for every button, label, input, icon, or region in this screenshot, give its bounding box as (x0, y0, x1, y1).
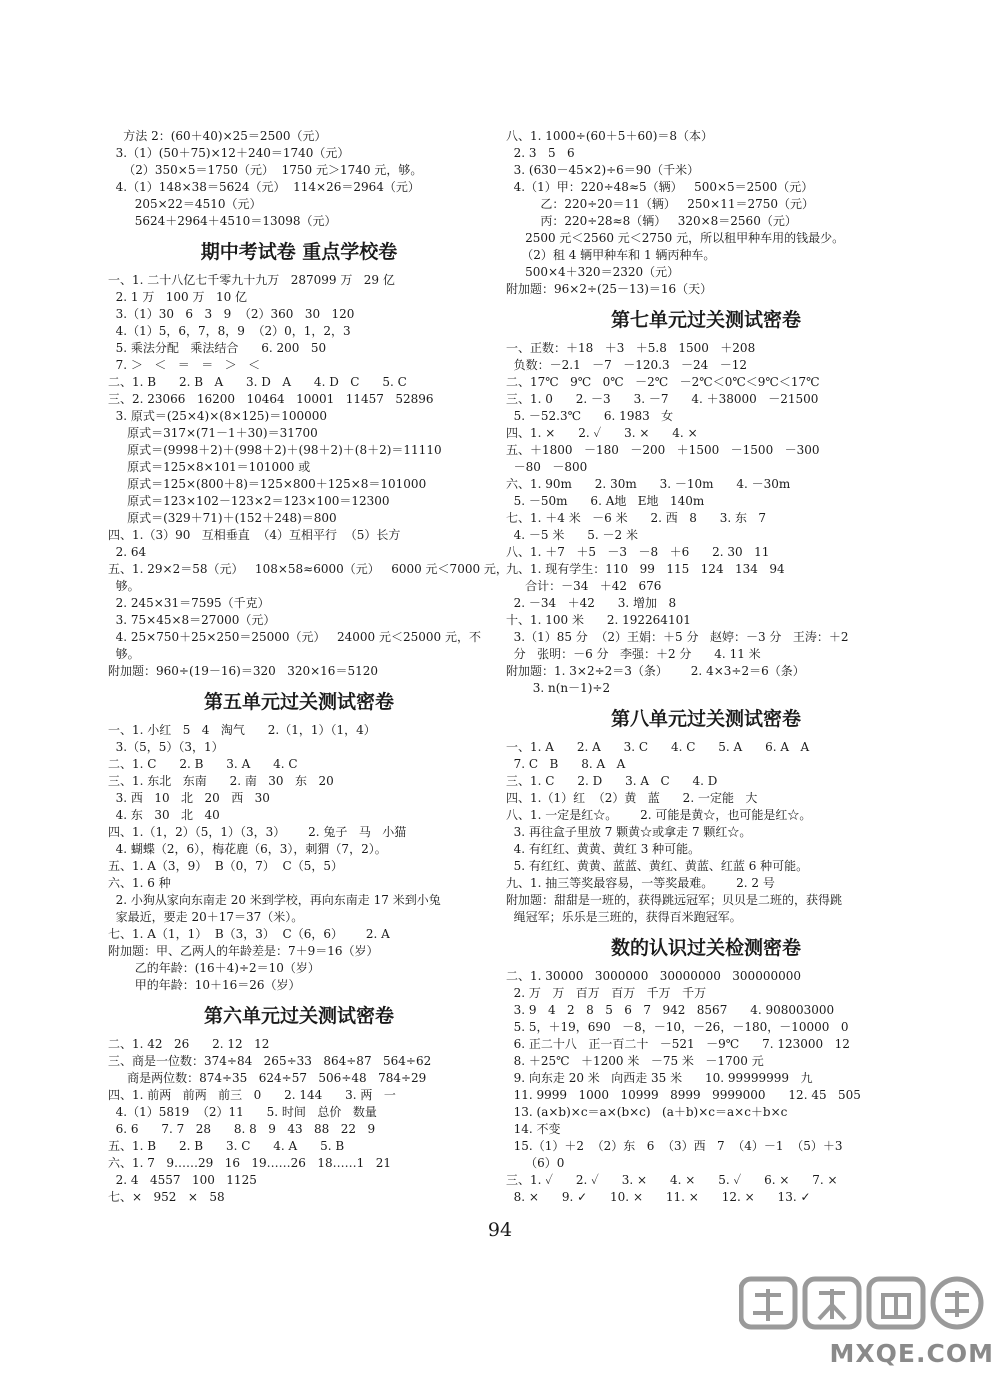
answer-line: 3.（1）30 6 3 9 （2）360 30 120 (108, 307, 355, 321)
answer-line: 4. 有红红、黄黄、黄红 3 种可能。 (506, 842, 701, 856)
answer-line: 一、1. 小红 5 4 淘气 2.（1，1）（1，4） (108, 723, 376, 737)
answer-line: 5. 有红红、黄黄、蓝蓝、黄红、黄蓝、红蓝 6 种可能。 (506, 859, 809, 873)
answer-line: 一、1. A 2. A 3. C 4. C 5. A 6. A A (506, 740, 810, 754)
answer-line: 附加题：1. 3×2÷2＝3（条） 2. 4×3÷2＝6（条） (506, 664, 805, 678)
answer-line: 原式＝125×8×101＝101000 或 (108, 460, 311, 474)
answer-line: 3.（5，5）（3，1） (108, 740, 224, 754)
answer-line: 3. 75×45×8＝27000（元） (108, 613, 276, 627)
answer-line: 负数：－2.1 －7 －120.3 －24 －12 (506, 358, 748, 372)
answer-line: 绳冠军；乐乐是三班的，获得百米跑冠军。 (506, 910, 742, 924)
answer-line: 14. 不变 (506, 1122, 561, 1136)
answer-line: 500×4＋320＝2320（元） (506, 265, 680, 279)
answer-line: 四、1.（1）红 （2）黄 蓝 2. 一定能 大 (506, 791, 758, 805)
answer-line: 商是两位数：874÷35 624÷57 506÷48 784÷29 (108, 1071, 427, 1085)
answer-line: 15.（1）＋2 （2）东 6 （3）西 7 （4）－1 （5）＋3 (506, 1139, 843, 1153)
answer-line: 九、1. 抽三等奖最容易，一等奖最难。 2. 2 号 (506, 876, 775, 890)
answer-line: 五、1. 29×2＝58（元） 108×58≈6000（元） 6000 元＜7000 元， (108, 562, 508, 576)
answer-line: 3. 原式＝(25×4)×(8×125)＝100000 (108, 409, 328, 423)
watermark-url: MXQE.COM (829, 1339, 994, 1368)
answer-line: 4.（1）5，6，7，8，9 （2）0，1，2，3 (108, 324, 351, 338)
answer-line: 二、1. 42 26 2. 12 12 (108, 1037, 270, 1051)
section-title: 第八单元过关测试密卷 (610, 708, 801, 730)
answer-line: 二、1. 30000 3000000 30000000 300000000 (506, 969, 802, 983)
answer-line: 附加题：96×2÷(25－13)＝16（天） (506, 282, 713, 296)
answer-line: 六、1. 7 9……29 16 19……26 18……1 21 (108, 1156, 392, 1170)
answer-line: 十、1. 100 米 2. 192264101 (506, 613, 691, 627)
watermark (739, 1273, 994, 1368)
answer-line: 方法 2：(60＋40)×25＝2500（元） (108, 129, 327, 143)
answer-line: 4.（1）甲：220÷48≈5（辆） 500×5＝2500（元） (506, 180, 814, 194)
section-title: 第六单元过关测试密卷 (203, 1005, 394, 1027)
answer-line: 乙：220÷20＝11（辆） 250×11＝2750（元） (506, 197, 815, 211)
answer-line: 五、＋1800 －180 －200 ＋1500 －1500 －300 (506, 443, 820, 457)
answer-line: 8. ＋25℃ ＋1200 米 －75 米 －1700 元 (506, 1054, 764, 1068)
answer-line: 3. 再往盒子里放 7 颗黄☆或拿走 7 颗红☆。 (506, 825, 752, 839)
answer-line: 4. 蝴蝶（2，6），梅花鹿（6，3），刺猬（7，2）。 (108, 842, 387, 856)
answer-line: 3. (630－45×2)÷6＝90（千米） (506, 163, 700, 177)
answer-line: 原式＝317×(71－1＋30)＝31700 (108, 426, 318, 440)
answer-line: （6）0 (506, 1156, 565, 1170)
answer-line: 五、1. B 2. B 3. C 4. A 5. B (108, 1139, 345, 1153)
answer-line: 九、1. 现有学生：110 99 115 124 134 94 (506, 562, 785, 576)
answer-line: 2500 元＜2560 元＜2750 元，所以租甲种车用的钱最少。 (506, 231, 845, 245)
answer-line: 三、2. 23066 16200 10464 10001 11457 52896 (108, 392, 434, 406)
answer-line: 够。 (108, 647, 140, 661)
answer-line: 2. 1 万 100 万 10 亿 (108, 290, 248, 304)
answer-line: 原式＝125×(800＋8)＝125×800＋125×8＝101000 (108, 477, 427, 491)
answer-line: 6. 正二十八 正一百二十 －521 －9℃ 7. 123000 12 (506, 1037, 850, 1051)
answer-line: 4.（1）5819 （2）11 5. 时间 总价 数量 (108, 1105, 377, 1119)
answer-line: 5624＋2964＋4510＝13098（元） (108, 214, 337, 228)
answer-line: 5. 乘法分配 乘法结合 6. 200 50 (108, 341, 327, 355)
answer-line: 五、1. A（3，9） B（0，7） C（5，5） (108, 859, 343, 873)
answer-line: 5. －50m 6. A地 E地 140m (506, 494, 705, 508)
answer-line: 八、1. 一定是红☆。 2. 可能是黄☆，也可能是红☆。 (506, 808, 812, 822)
answer-line: 三、1. 东北 东南 2. 南 30 东 20 (108, 774, 334, 788)
section-title: 数的认识过关检测密卷 (610, 937, 801, 959)
answer-line: 4. 25×750＋25×250＝25000（元） 24000 元＜25000 元，不 (108, 630, 481, 644)
answer-line: 原式＝(9998＋2)＋(998＋2)＋(98＋2)＋(8＋2)＝11110 (108, 443, 442, 457)
answer-line: 11. 9999 1000 10999 8999 9999000 12. 45 505 (506, 1088, 861, 1102)
answer-line: 8. × 9. ✓ 10. × 11. × 12. × 13. ✓ (506, 1190, 811, 1204)
answer-line: 2. 小狗从家向东南走 20 米到学校，再向东南走 17 米到小兔 (108, 893, 441, 907)
watermark-logo-icon (739, 1273, 994, 1335)
answer-line: 甲的年龄：10＋16＝26（岁） (108, 978, 301, 992)
page-number: 94 (487, 1219, 513, 1241)
answer-line: 七、1. A（1，1） B（3，3） C（6，6） 2. A (108, 927, 390, 941)
answer-line: 4. －5 米 5. －2 米 (506, 528, 638, 542)
section-title: 期中考试卷 重点学校卷 (200, 241, 398, 263)
answer-line: 八、1. 1000÷(60＋5＋60)＝8（本） (506, 129, 714, 143)
answer-line: 六、1. 90m 2. 30m 3. －10m 4. －30m (506, 477, 791, 491)
answer-line: 三、商是一位数：374÷84 265÷33 864÷87 564÷62 (108, 1054, 432, 1068)
answer-line: 乙的年龄：(16＋4)÷2＝10（岁） (108, 961, 320, 975)
answer-line: 附加题：甲、乙两人的年龄差是：7＋9＝16（岁） (108, 944, 379, 958)
answer-line: 2. 245×31＝7595（千克） (108, 596, 270, 610)
answer-line: 3.（1）85 分 （2）王娟：＋5 分 赵婷：－3 分 王涛：＋2 (506, 630, 849, 644)
right-answer-column (506, 128, 906, 1206)
section-title: 第七单元过关测试密卷 (610, 309, 801, 331)
answer-line: 三、1. C 2. D 3. A C 4. D (506, 774, 718, 788)
answer-line: 2. 64 (108, 545, 147, 559)
answer-line: 二、1. C 2. B 3. A 4. C (108, 757, 298, 771)
answer-line: 13. (a×b)×c＝a×(b×c) (a＋b)×c＝a×c＋b×c (506, 1105, 788, 1119)
answer-line: 七、1. ＋4 米 －6 米 2. 西 8 3. 东 7 (506, 511, 767, 525)
answer-line: 六、1. 6 种 (108, 876, 171, 890)
answer-line: 原式＝123×102－123×2＝123×100＝12300 (108, 494, 390, 508)
answer-line: 四、1.（1，2）（5，1）（3，3） 2. 兔子 马 小猫 (108, 825, 407, 839)
answer-line: 附加题：960÷(19－16)＝320 320×16＝5120 (108, 664, 378, 678)
answer-line: 分 张明：－6 分 李强：＋2 分 4. 11 米 (506, 647, 761, 661)
answer-line: 三、1. ✓ 2. ✓ 3. × 4. × 5. ✓ 6. × 7. × (506, 1173, 838, 1187)
answer-line: 四、1.（3）90 互相垂直 （4）互相平行 （5）长方 (108, 528, 401, 542)
answer-line: 2. 3 5 6 (506, 146, 575, 160)
answer-line: 6. 6 7. 7 28 8. 8 9 43 88 22 9 (108, 1122, 376, 1136)
answer-line: 5. 5，＋19，690 －8，－10，－26，－180，－10000 0 (506, 1020, 849, 1034)
answer-line: 八、1. ＋7 ＋5 －3 －8 ＋6 2. 30 11 (506, 545, 770, 559)
answer-line: 一、正数：＋18 ＋3 ＋5.8 1500 ＋208 (506, 341, 756, 355)
answer-line: 5. －52.3℃ 6. 1983 女 (506, 409, 674, 423)
answer-line: （2）350×5＝1750（元） 1750 元＞1740 元，够。 (108, 163, 423, 177)
answer-line: 205×22＝4510（元） (108, 197, 262, 211)
answer-line: 7. ＞ ＜ ＝ ＝ ＞ ＜ (108, 358, 261, 372)
answer-line: 丙：220÷28≈8（辆） 320×8＝2560（元） (506, 214, 797, 228)
answer-line: 附加题：甜甜是一班的，获得跳远冠军；贝贝是二班的，获得跳 (506, 893, 843, 907)
answer-line: 四、1. × 2. ✓ 3. × 4. × (506, 426, 698, 440)
answer-line: 够。 (108, 579, 140, 593)
answer-line: 9. 向东走 20 米 向西走 35 米 10. 99999999 九 (506, 1071, 813, 1085)
answer-line: 合计：－34 ＋42 676 (506, 579, 662, 593)
answer-line: 7. C B 8. A A (506, 757, 626, 771)
answer-line: 一、1. 二十八亿七千零九十九万 287099 万 29 亿 (108, 273, 395, 287)
answer-line: 2. 万 万 百万 百万 千万 千万 (506, 986, 707, 1000)
answer-line: 2. 4 4557 100 1125 (108, 1173, 257, 1187)
answer-line: 2. －34 ＋42 3. 增加 8 (506, 596, 677, 610)
answer-line: （2）租 4 辆甲种车和 1 辆丙种车。 (506, 248, 716, 262)
answer-line: 3. 9 4 2 8 5 6 7 942 8567 4. 908003000 (506, 1003, 835, 1017)
answer-line: 四、1. 前两 前两 前三 0 2. 144 3. 两 一 (108, 1088, 396, 1102)
answer-line: 二、1. B 2. B A 3. D A 4. D C 5. C (108, 375, 407, 389)
answer-line: 3. 西 10 北 20 西 30 (108, 791, 270, 805)
answer-line: 原式＝(329＋71)＋(152＋248)＝800 (108, 511, 337, 525)
answer-line: 4. 东 30 北 40 (108, 808, 220, 822)
answer-line: 七、× 952 × 58 (108, 1190, 225, 1204)
answer-line: 三、1. 0 2. －3 3. －7 4. ＋38000 －21500 (506, 392, 819, 406)
answer-line: 二、17℃ 9℃ 0℃ －2℃ －2℃＜0℃＜9℃＜17℃ (506, 375, 820, 389)
answer-line: 4.（1）148×38＝5624（元） 114×26＝2964（元） (108, 180, 420, 194)
answer-line: 家最近，要走 20＋17＝37（米）。 (108, 910, 304, 924)
left-answer-column (108, 128, 508, 1206)
answer-line: 3.（1）(50＋75)×12＋240＝1740（元） (108, 146, 350, 160)
answer-line: 3. n(n－1)÷2 (506, 681, 611, 695)
section-title: 第五单元过关测试密卷 (203, 691, 394, 713)
answer-line: －80 －800 (506, 460, 588, 474)
